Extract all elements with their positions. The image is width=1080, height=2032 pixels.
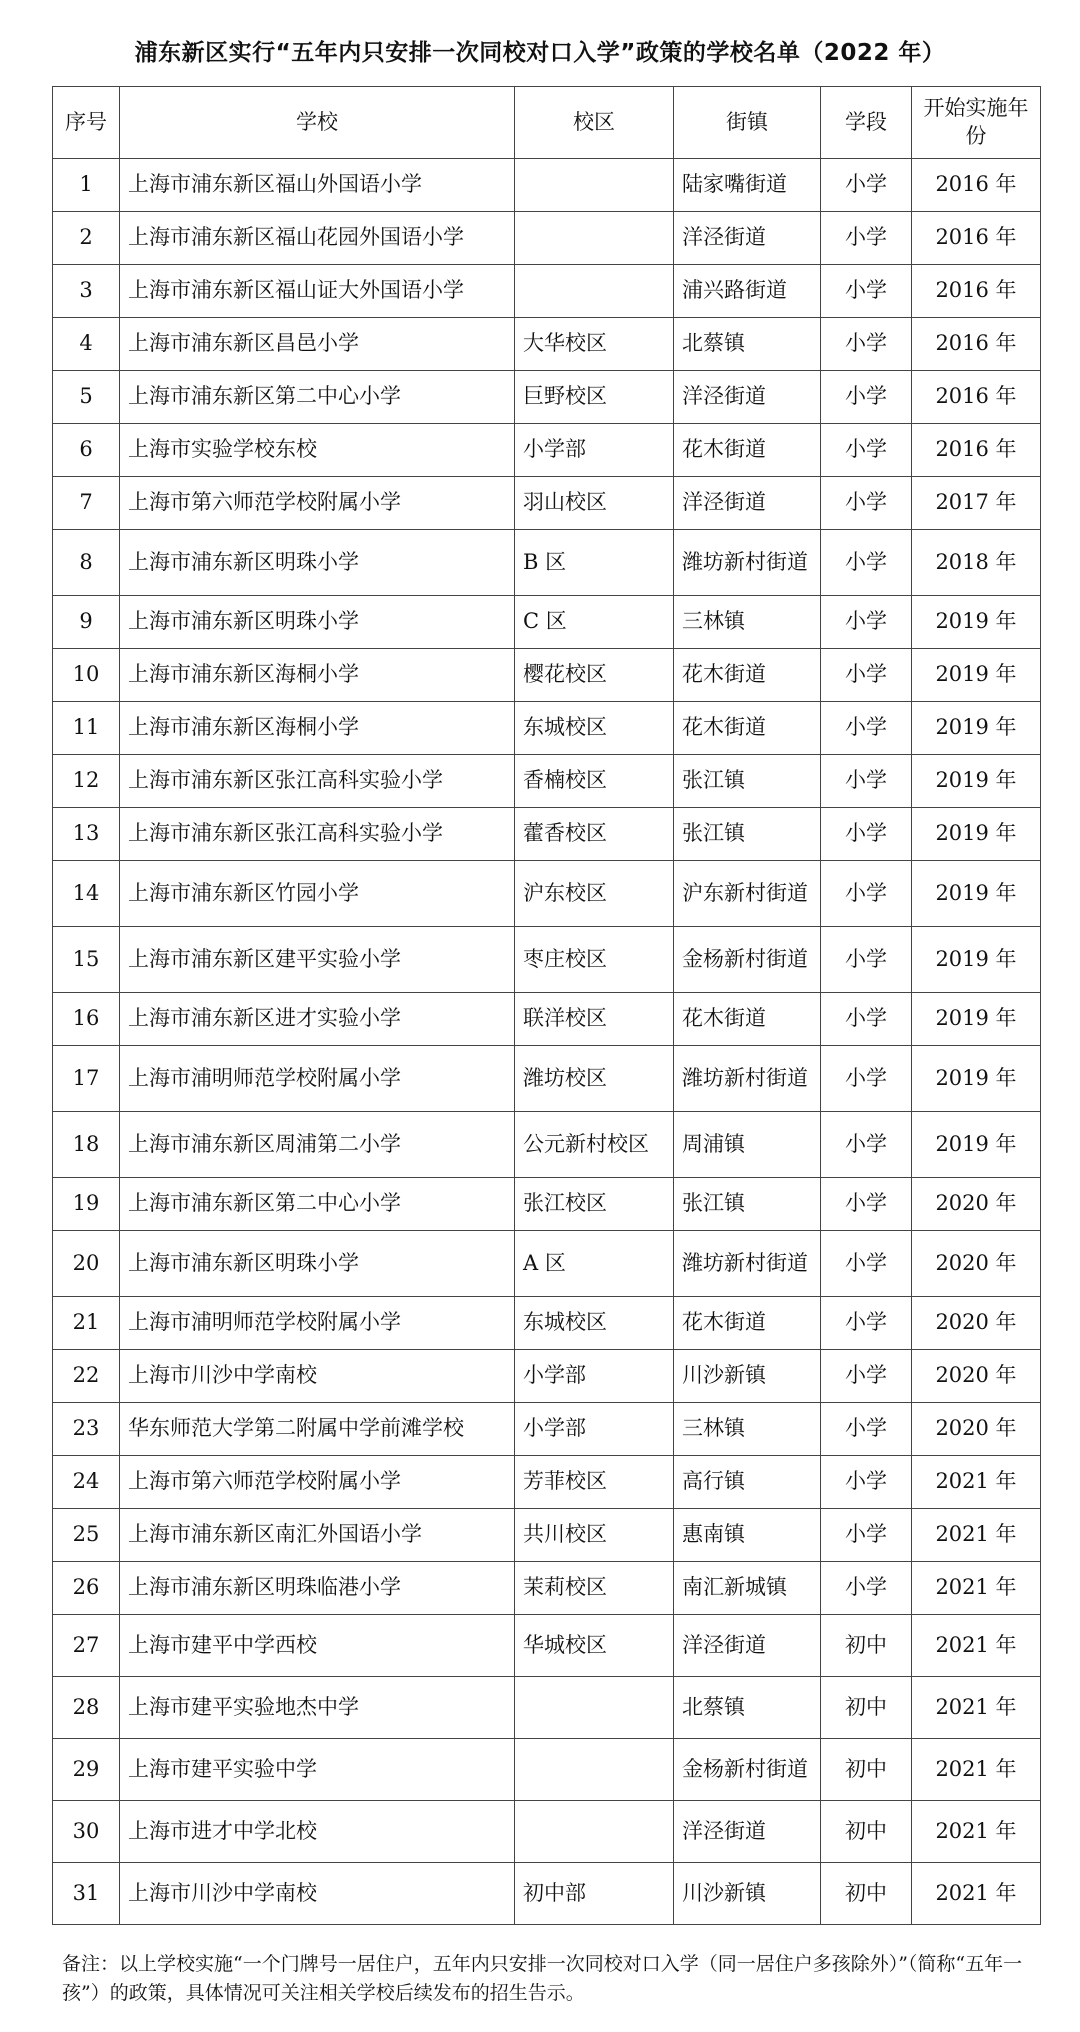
cell-no: 2 (53, 212, 120, 265)
cell-no: 22 (53, 1350, 120, 1403)
cell-year: 2019 年 (912, 1046, 1041, 1112)
cell-street: 花木街道 (674, 649, 821, 702)
cell-school: 上海市浦东新区南汇外国语小学 (120, 1509, 515, 1562)
cell-street: 花木街道 (674, 1297, 821, 1350)
cell-level: 小学 (821, 1350, 912, 1403)
cell-year: 2020 年 (912, 1403, 1041, 1456)
table-row (53, 1509, 1041, 1562)
cell-no: 5 (53, 371, 120, 424)
cell-school: 上海市第六师范学校附属小学 (120, 1456, 515, 1509)
table-row (53, 649, 1041, 702)
cell-school: 上海市建平实验中学 (120, 1739, 515, 1801)
cell-year: 2020 年 (912, 1297, 1041, 1350)
cell-level: 小学 (821, 702, 912, 755)
table-row (53, 1456, 1041, 1509)
cell-street: 花木街道 (674, 993, 821, 1046)
cell-campus: 潍坊校区 (515, 1046, 674, 1112)
cell-school: 上海市浦东新区昌邑小学 (120, 318, 515, 371)
cell-no: 20 (53, 1231, 120, 1297)
table-row (53, 1677, 1041, 1739)
cell-no: 24 (53, 1456, 120, 1509)
table-row (53, 1178, 1041, 1231)
cell-street: 三林镇 (674, 596, 821, 649)
cell-level: 初中 (821, 1677, 912, 1739)
table-row (53, 1046, 1041, 1112)
cell-no: 31 (53, 1863, 120, 1925)
cell-year: 2019 年 (912, 927, 1041, 993)
cell-street: 洋泾街道 (674, 477, 821, 530)
cell-street: 洋泾街道 (674, 212, 821, 265)
cell-school: 上海市川沙中学南校 (120, 1863, 515, 1925)
cell-campus (515, 159, 674, 212)
cell-school: 上海市浦东新区第二中心小学 (120, 371, 515, 424)
cell-school: 上海市浦明师范学校附属小学 (120, 1297, 515, 1350)
cell-school: 上海市浦明师范学校附属小学 (120, 1046, 515, 1112)
header-no: 序号 (53, 87, 120, 159)
cell-campus: 小学部 (515, 1350, 674, 1403)
cell-school: 上海市第六师范学校附属小学 (120, 477, 515, 530)
cell-level: 小学 (821, 371, 912, 424)
cell-campus: 小学部 (515, 1403, 674, 1456)
header-street: 街镇 (674, 87, 821, 159)
cell-campus (515, 265, 674, 318)
cell-year: 2020 年 (912, 1231, 1041, 1297)
cell-school: 上海市浦东新区海桐小学 (120, 649, 515, 702)
cell-school: 上海市浦东新区竹园小学 (120, 861, 515, 927)
cell-street: 北蔡镇 (674, 318, 821, 371)
cell-campus: 共川校区 (515, 1509, 674, 1562)
cell-school: 上海市浦东新区明珠小学 (120, 596, 515, 649)
table-row (53, 159, 1041, 212)
cell-school: 上海市川沙中学南校 (120, 1350, 515, 1403)
cell-no: 1 (53, 159, 120, 212)
cell-level: 小学 (821, 265, 912, 318)
cell-campus: 小学部 (515, 424, 674, 477)
table-header-row (53, 87, 1041, 159)
cell-no: 23 (53, 1403, 120, 1456)
cell-no: 8 (53, 530, 120, 596)
cell-year: 2016 年 (912, 318, 1041, 371)
cell-no: 4 (53, 318, 120, 371)
cell-school: 上海市浦东新区福山外国语小学 (120, 159, 515, 212)
cell-year: 2019 年 (912, 1112, 1041, 1178)
table-row (53, 808, 1041, 861)
table-row (53, 1112, 1041, 1178)
cell-school: 上海市浦东新区第二中心小学 (120, 1178, 515, 1231)
cell-level: 小学 (821, 318, 912, 371)
table-row (53, 1403, 1041, 1456)
cell-campus: 初中部 (515, 1863, 674, 1925)
cell-campus: 东城校区 (515, 702, 674, 755)
cell-level: 初中 (821, 1615, 912, 1677)
cell-school: 上海市实验学校东校 (120, 424, 515, 477)
cell-school: 华东师范大学第二附属中学前滩学校 (120, 1403, 515, 1456)
cell-level: 小学 (821, 1509, 912, 1562)
cell-no: 15 (53, 927, 120, 993)
cell-year: 2019 年 (912, 596, 1041, 649)
cell-street: 高行镇 (674, 1456, 821, 1509)
cell-no: 10 (53, 649, 120, 702)
cell-street: 潍坊新村街道 (674, 1231, 821, 1297)
cell-level: 小学 (821, 596, 912, 649)
cell-year: 2016 年 (912, 265, 1041, 318)
header-campus: 校区 (515, 87, 674, 159)
cell-no: 7 (53, 477, 120, 530)
cell-no: 13 (53, 808, 120, 861)
cell-no: 18 (53, 1112, 120, 1178)
cell-no: 29 (53, 1739, 120, 1801)
cell-year: 2021 年 (912, 1739, 1041, 1801)
cell-street: 潍坊新村街道 (674, 530, 821, 596)
cell-year: 2021 年 (912, 1801, 1041, 1863)
cell-year: 2021 年 (912, 1562, 1041, 1615)
cell-campus: 芳菲校区 (515, 1456, 674, 1509)
cell-street: 潍坊新村街道 (674, 1046, 821, 1112)
cell-street: 惠南镇 (674, 1509, 821, 1562)
cell-level: 小学 (821, 424, 912, 477)
cell-year: 2021 年 (912, 1615, 1041, 1677)
cell-street: 花木街道 (674, 702, 821, 755)
cell-year: 2016 年 (912, 424, 1041, 477)
cell-level: 小学 (821, 530, 912, 596)
cell-year: 2018 年 (912, 530, 1041, 596)
cell-year: 2021 年 (912, 1863, 1041, 1925)
cell-level: 小学 (821, 808, 912, 861)
cell-campus: 华城校区 (515, 1615, 674, 1677)
cell-street: 张江镇 (674, 1178, 821, 1231)
cell-street: 川沙新镇 (674, 1863, 821, 1925)
table-row (53, 993, 1041, 1046)
cell-no: 3 (53, 265, 120, 318)
cell-no: 28 (53, 1677, 120, 1739)
cell-school: 上海市浦东新区张江高科实验小学 (120, 808, 515, 861)
cell-campus (515, 1739, 674, 1801)
cell-no: 30 (53, 1801, 120, 1863)
cell-campus: 枣庄校区 (515, 927, 674, 993)
cell-no: 17 (53, 1046, 120, 1112)
cell-school: 上海市浦东新区周浦第二小学 (120, 1112, 515, 1178)
cell-level: 初中 (821, 1801, 912, 1863)
table-row (53, 702, 1041, 755)
cell-no: 12 (53, 755, 120, 808)
cell-level: 小学 (821, 159, 912, 212)
table-row (53, 1615, 1041, 1677)
table-body (53, 159, 1041, 1925)
cell-year: 2017 年 (912, 477, 1041, 530)
cell-school: 上海市浦东新区明珠小学 (120, 530, 515, 596)
cell-campus: 茉莉校区 (515, 1562, 674, 1615)
cell-level: 小学 (821, 1231, 912, 1297)
cell-street: 花木街道 (674, 424, 821, 477)
cell-campus: 羽山校区 (515, 477, 674, 530)
cell-level: 小学 (821, 1456, 912, 1509)
cell-level: 小学 (821, 1178, 912, 1231)
cell-year: 2019 年 (912, 755, 1041, 808)
cell-no: 19 (53, 1178, 120, 1231)
cell-street: 南汇新城镇 (674, 1562, 821, 1615)
cell-level: 初中 (821, 1863, 912, 1925)
cell-level: 小学 (821, 1046, 912, 1112)
table-row (53, 477, 1041, 530)
cell-year: 2021 年 (912, 1509, 1041, 1562)
cell-school: 上海市进才中学北校 (120, 1801, 515, 1863)
cell-level: 小学 (821, 755, 912, 808)
cell-campus: A 区 (515, 1231, 674, 1297)
cell-campus (515, 1801, 674, 1863)
school-list-table (52, 86, 1041, 1925)
cell-street: 张江镇 (674, 755, 821, 808)
cell-no: 25 (53, 1509, 120, 1562)
cell-level: 小学 (821, 1562, 912, 1615)
cell-no: 26 (53, 1562, 120, 1615)
cell-level: 小学 (821, 1297, 912, 1350)
cell-campus: 联洋校区 (515, 993, 674, 1046)
cell-year: 2019 年 (912, 649, 1041, 702)
cell-campus: 东城校区 (515, 1297, 674, 1350)
cell-school: 上海市浦东新区海桐小学 (120, 702, 515, 755)
cell-level: 小学 (821, 1112, 912, 1178)
cell-no: 14 (53, 861, 120, 927)
cell-school: 上海市浦东新区张江高科实验小学 (120, 755, 515, 808)
cell-year: 2021 年 (912, 1677, 1041, 1739)
cell-campus: 沪东校区 (515, 861, 674, 927)
cell-no: 6 (53, 424, 120, 477)
cell-street: 三林镇 (674, 1403, 821, 1456)
header-level: 学段 (821, 87, 912, 159)
table-row (53, 265, 1041, 318)
document-title: 浦东新区实行“五年内只安排一次同校对口入学”政策的学校名单（2022 年） (134, 40, 946, 66)
cell-school: 上海市浦东新区福山证大外国语小学 (120, 265, 515, 318)
table-row (53, 424, 1041, 477)
cell-no: 21 (53, 1297, 120, 1350)
cell-street: 周浦镇 (674, 1112, 821, 1178)
cell-year: 2019 年 (912, 861, 1041, 927)
cell-year: 2016 年 (912, 371, 1041, 424)
table-row (53, 1297, 1041, 1350)
table-row (53, 1350, 1041, 1403)
cell-campus (515, 212, 674, 265)
table-row (53, 371, 1041, 424)
cell-campus: 巨野校区 (515, 371, 674, 424)
cell-campus: C 区 (515, 596, 674, 649)
table-row (53, 1801, 1041, 1863)
table-row (53, 1231, 1041, 1297)
cell-campus: 藿香校区 (515, 808, 674, 861)
cell-no: 27 (53, 1615, 120, 1677)
header-school: 学校 (120, 87, 515, 159)
cell-level: 小学 (821, 993, 912, 1046)
cell-street: 洋泾街道 (674, 1801, 821, 1863)
cell-no: 9 (53, 596, 120, 649)
cell-level: 小学 (821, 861, 912, 927)
cell-year: 2016 年 (912, 212, 1041, 265)
cell-street: 金杨新村街道 (674, 927, 821, 993)
cell-year: 2021 年 (912, 1456, 1041, 1509)
cell-school: 上海市浦东新区明珠小学 (120, 1231, 515, 1297)
cell-street: 陆家嘴街道 (674, 159, 821, 212)
cell-year: 2020 年 (912, 1350, 1041, 1403)
cell-campus: 香楠校区 (515, 755, 674, 808)
cell-year: 2019 年 (912, 702, 1041, 755)
cell-campus: 张江校区 (515, 1178, 674, 1231)
table-row (53, 1562, 1041, 1615)
table-row (53, 755, 1041, 808)
cell-year: 2019 年 (912, 993, 1041, 1046)
table-row (53, 596, 1041, 649)
cell-campus: 公元新村校区 (515, 1112, 674, 1178)
cell-campus (515, 1677, 674, 1739)
cell-campus: 樱花校区 (515, 649, 674, 702)
table-row (53, 1739, 1041, 1801)
cell-school: 上海市浦东新区福山花园外国语小学 (120, 212, 515, 265)
cell-street: 张江镇 (674, 808, 821, 861)
cell-level: 小学 (821, 477, 912, 530)
footnote: 备注：以上学校实施“一个门牌号一居住户，五年内只安排一次同校对口入学（同一居住户多孩除外）”（简称“五年一孩”）的政策，具体情况可关注相关学校后续发布的招生告示。 (62, 1953, 1023, 2004)
cell-level: 小学 (821, 212, 912, 265)
table-row (53, 530, 1041, 596)
cell-year: 2020 年 (912, 1178, 1041, 1231)
cell-level: 小学 (821, 1403, 912, 1456)
table-row (53, 861, 1041, 927)
cell-school: 上海市建平实验地杰中学 (120, 1677, 515, 1739)
cell-street: 金杨新村街道 (674, 1739, 821, 1801)
cell-campus: B 区 (515, 530, 674, 596)
table-row (53, 212, 1041, 265)
cell-school: 上海市浦东新区建平实验小学 (120, 927, 515, 993)
table-row (53, 318, 1041, 371)
header-year: 开始实施年份 (912, 87, 1041, 159)
cell-street: 浦兴路街道 (674, 265, 821, 318)
cell-level: 初中 (821, 1739, 912, 1801)
cell-school: 上海市建平中学西校 (120, 1615, 515, 1677)
cell-year: 2019 年 (912, 808, 1041, 861)
cell-street: 北蔡镇 (674, 1677, 821, 1739)
cell-street: 川沙新镇 (674, 1350, 821, 1403)
cell-campus: 大华校区 (515, 318, 674, 371)
table-row (53, 927, 1041, 993)
cell-no: 16 (53, 993, 120, 1046)
table-row (53, 1863, 1041, 1925)
cell-level: 小学 (821, 927, 912, 993)
cell-school: 上海市浦东新区明珠临港小学 (120, 1562, 515, 1615)
cell-street: 洋泾街道 (674, 1615, 821, 1677)
cell-no: 11 (53, 702, 120, 755)
cell-school: 上海市浦东新区进才实验小学 (120, 993, 515, 1046)
cell-year: 2016 年 (912, 159, 1041, 212)
cell-street: 沪东新村街道 (674, 861, 821, 927)
cell-street: 洋泾街道 (674, 371, 821, 424)
cell-level: 小学 (821, 649, 912, 702)
